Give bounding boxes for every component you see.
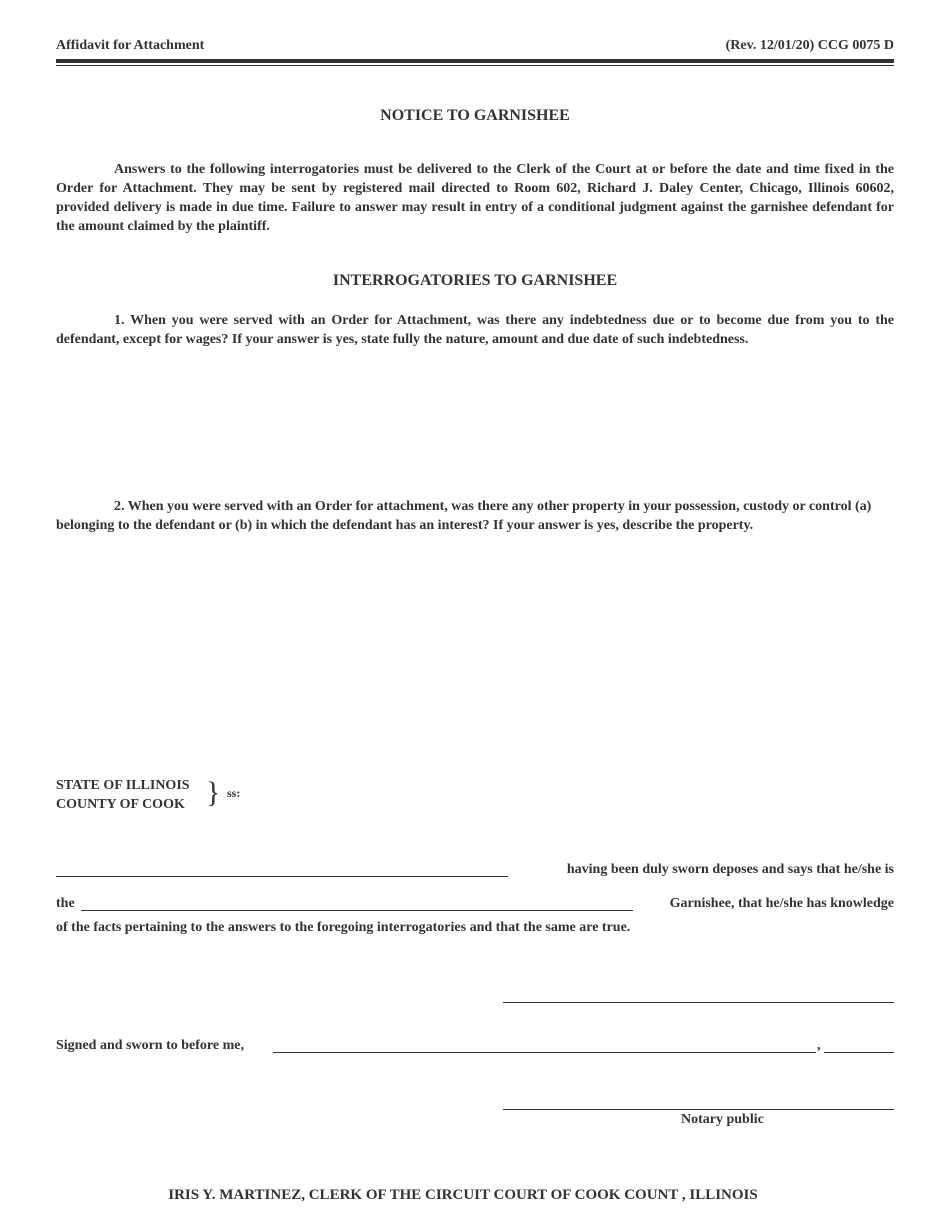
notary-label: Notary public: [681, 1112, 764, 1127]
header-rule-thick: [56, 59, 894, 63]
date-comma: ,: [817, 1038, 821, 1053]
garnishee-name-line[interactable]: [81, 910, 633, 911]
venue-county: COUNTY OF COOK: [56, 797, 185, 812]
sworn-year-line[interactable]: [824, 1052, 894, 1053]
affiant-name-line[interactable]: [56, 876, 508, 877]
clerk-footer: IRIS Y. MARTINEZ, CLERK OF THE CIRCUIT COURT OF COOK COUNT , ILLINOIS: [168, 1187, 758, 1203]
form-revision: (Rev. 12/01/20) CCG 0075 D: [725, 38, 894, 53]
affiant-signature-line[interactable]: [503, 1002, 894, 1003]
interrogatory-2: 2. When you were served with an Order for attachment, was there any other property in your possession, custody or control (a) belonging to the defendant or (b) in which the defendant has an interest? If your answer is yes, describe the property.: [56, 499, 872, 533]
signed-sworn-label: Signed and sworn to before me,: [56, 1038, 244, 1053]
venue-brace: }: [206, 776, 221, 809]
sworn-text: having been duly sworn deposes and says that he/she is: [566, 862, 894, 877]
venue-block: [56, 776, 190, 814]
garnishee-text: Garnishee, that he/she has knowledge: [669, 896, 894, 911]
notice-title: NOTICE TO GARNISHEE: [380, 107, 570, 124]
form-title: Affidavit for Attachment: [56, 38, 205, 53]
facts-text: of the facts pertaining to the answers to the foregoing interrogatories and that the same are true.: [56, 920, 631, 935]
sworn-date-line[interactable]: [273, 1052, 816, 1053]
venue-state: STATE OF ILLINOIS: [56, 778, 190, 793]
notice-body: Answers to the following interrogatories must be delivered to the Clerk of the Court at or before the date and time fixed in the Order for Attachment. They may be sent by registered mail directed to Room 602, Richard J. Daley Center, Chicago, Illinois 60602, provided delivery is made in due time. Failure to answer may result in entry of a conditional judgment against the garnishee defendant for the amount claimed by the plaintiff.: [56, 162, 894, 234]
the-label: the: [56, 896, 75, 911]
notary-signature-line[interactable]: [503, 1109, 894, 1110]
header-rule-thin: [56, 65, 894, 66]
interrogatories-title: INTERROGATORIES TO GARNISHEE: [332, 272, 618, 289]
venue-ss: ss:: [227, 786, 241, 800]
interrogatory-1: 1. When you were served with an Order for Attachment, was there any indebtedness due or to become due from you to the defendant, except for wages? If your answer is yes, state fully the nature, amount and due date of such indebtedness.: [56, 313, 894, 347]
